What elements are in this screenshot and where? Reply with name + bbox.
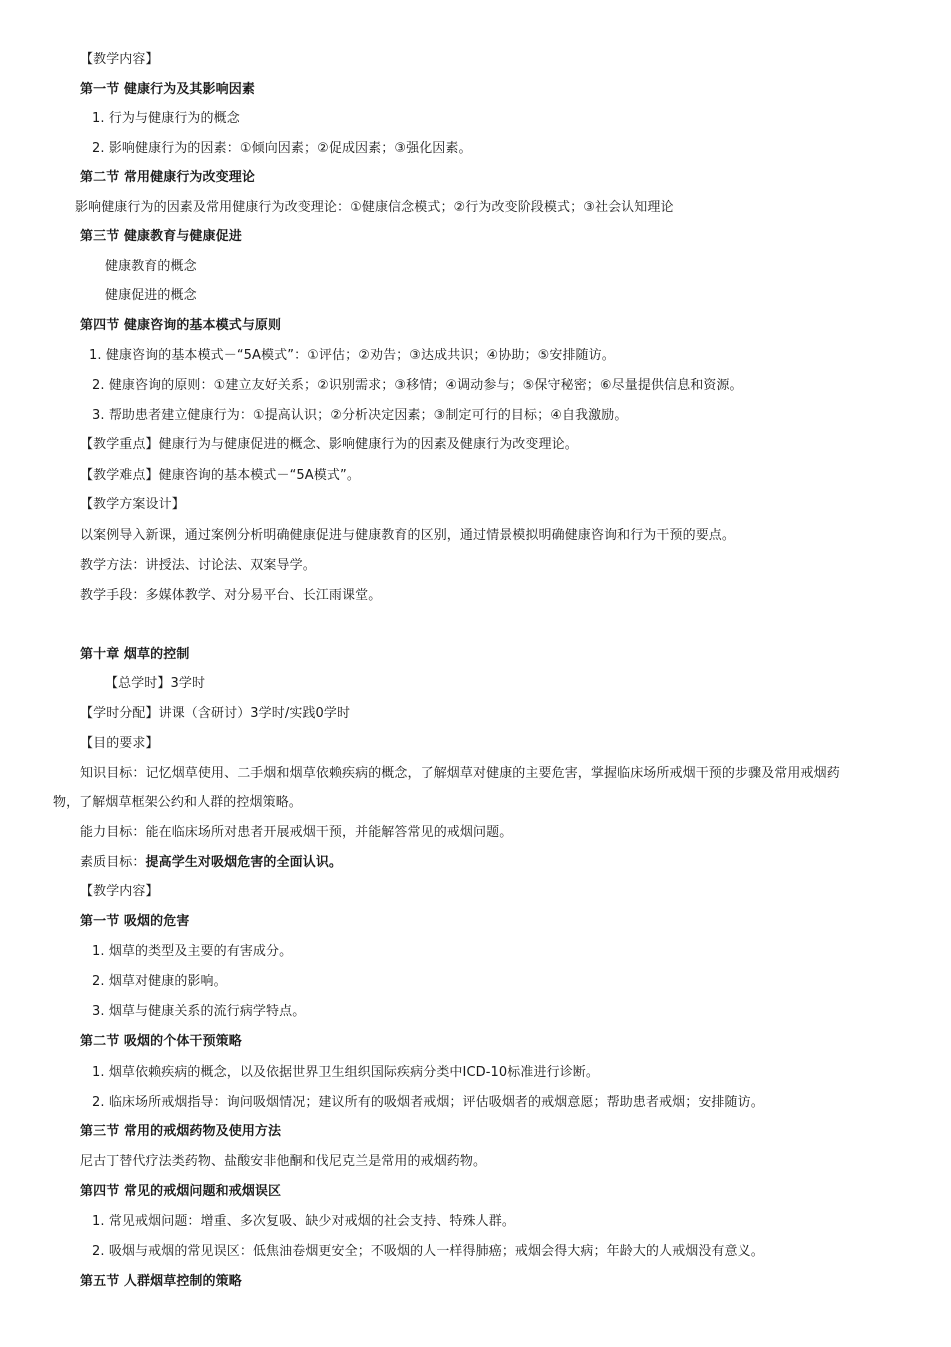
- list-item: 健康促进的概念: [105, 288, 197, 303]
- paragraph: 能力目标：能在临床场所对患者开展戒烟干预，并能解答常见的戒烟问题。: [80, 825, 513, 840]
- list-item: 3. 烟草与健康关系的流行病学特点。: [92, 1004, 306, 1019]
- list-item: 1. 健康咨询的基本模式－“5A模式”：①评估；②劝告；③达成共识；④协助；⑤安排随访。: [89, 348, 615, 363]
- paragraph: 教学手段：多媒体教学、对分易平台、长江雨课堂。: [80, 588, 382, 603]
- paragraph: 物，了解烟草框架公约和人群的控烟策略。: [53, 795, 302, 810]
- list-item: 2. 影响健康行为的因素：①倾向因素；②促成因素；③强化因素。: [92, 141, 472, 156]
- list-item: 2. 健康咨询的原则：①建立友好关系；②识别需求；③移情；④调动参与；⑤保守秘密；⑥尽量提供信息和资源。: [92, 378, 743, 393]
- paragraph: 知识目标：记忆烟草使用、二手烟和烟草依赖疾病的概念，了解烟草对健康的主要危害，掌握临床场所戒烟干预的步骤及常用戒烟药: [80, 766, 840, 781]
- total-hours: 【总学时】3学时: [105, 676, 206, 691]
- list-item: 3. 帮助患者建立健康行为：①提高认识；②分析决定因素；③制定可行的目标；④自我激励。: [92, 408, 628, 423]
- teaching-focus: 【教学重点】健康行为与健康促进的概念、影响健康行为的因素及健康行为改变理论。: [80, 437, 578, 452]
- section-heading: 第五节 人群烟草控制的策略: [80, 1274, 242, 1289]
- chapter-heading: 第十章 烟草的控制: [80, 647, 190, 662]
- quality-objective: [80, 854, 342, 872]
- section-heading: 第三节 健康教育与健康促进: [80, 229, 242, 244]
- list-item: 1. 行为与健康行为的概念: [92, 111, 240, 126]
- paragraph: 以案例导入新课，通过案例分析明确健康促进与健康教育的区别，通过情景模拟明确健康咨询和行为干预的要点。: [80, 528, 736, 543]
- list-item: 2. 吸烟与戒烟的常见误区：低焦油卷烟更安全；不吸烟的人一样得肺癌；戒烟会得大病；年龄大的人戒烟没有意义。: [92, 1244, 764, 1259]
- list-item: 1. 烟草依赖疾病的概念，以及依据世界卫生组织国际疾病分类中ICD-10标准进行诊断。: [92, 1065, 599, 1080]
- section-heading: 第三节 常用的戒烟药物及使用方法: [80, 1124, 282, 1139]
- paragraph: 尼古丁替代疗法类药物、盐酸安非他酮和伐尼克兰是常用的戒烟药物。: [80, 1154, 487, 1169]
- section-heading: 第四节 健康咨询的基本模式与原则: [80, 318, 282, 333]
- hours-distribution: 【学时分配】讲课（含研讨）3学时/实践0学时: [80, 706, 351, 721]
- list-item: 健康教育的概念: [105, 259, 197, 274]
- objectives-label: 【目的要求】: [80, 736, 159, 751]
- section-heading: 第一节 健康行为及其影响因素: [80, 82, 255, 97]
- list-item: 1. 常见戒烟问题：增重、多次复吸、缺少对戒烟的社会支持、特殊人群。: [92, 1214, 515, 1229]
- section-heading: 第四节 常见的戒烟问题和戒烟误区: [80, 1184, 282, 1199]
- list-item: 1. 烟草的类型及主要的有害成分。: [92, 944, 293, 959]
- teaching-difficulty: 【教学难点】健康咨询的基本模式－“5A模式”。: [80, 468, 360, 483]
- section-heading: 第一节 吸烟的危害: [80, 914, 190, 929]
- teaching-content-label: 【教学内容】: [80, 52, 159, 67]
- paragraph: 影响健康行为的因素及常用健康行为改变理论：①健康信念模式；②行为改变阶段模式；③社会认知理论: [75, 200, 674, 215]
- list-item: 2. 烟草对健康的影响。: [92, 974, 227, 989]
- teaching-content-label: 【教学内容】: [80, 884, 159, 899]
- list-item: 2. 临床场所戒烟指导：询问吸烟情况；建议所有的吸烟者戒烟；评估吸烟者的戒烟意愿；帮助患者戒烟；安排随访。: [92, 1095, 764, 1110]
- paragraph: 教学方法：讲授法、讨论法、双案导学。: [80, 558, 316, 573]
- section-heading: 第二节 常用健康行为改变理论: [80, 170, 255, 185]
- teaching-plan-label: 【教学方案设计】: [80, 497, 185, 512]
- quality-objective-text: 提高学生对吸烟危害的全面认识。: [145, 855, 343, 870]
- section-heading: 第二节 吸烟的个体干预策略: [80, 1034, 242, 1049]
- quality-objective-label: 素质目标：: [80, 855, 146, 870]
